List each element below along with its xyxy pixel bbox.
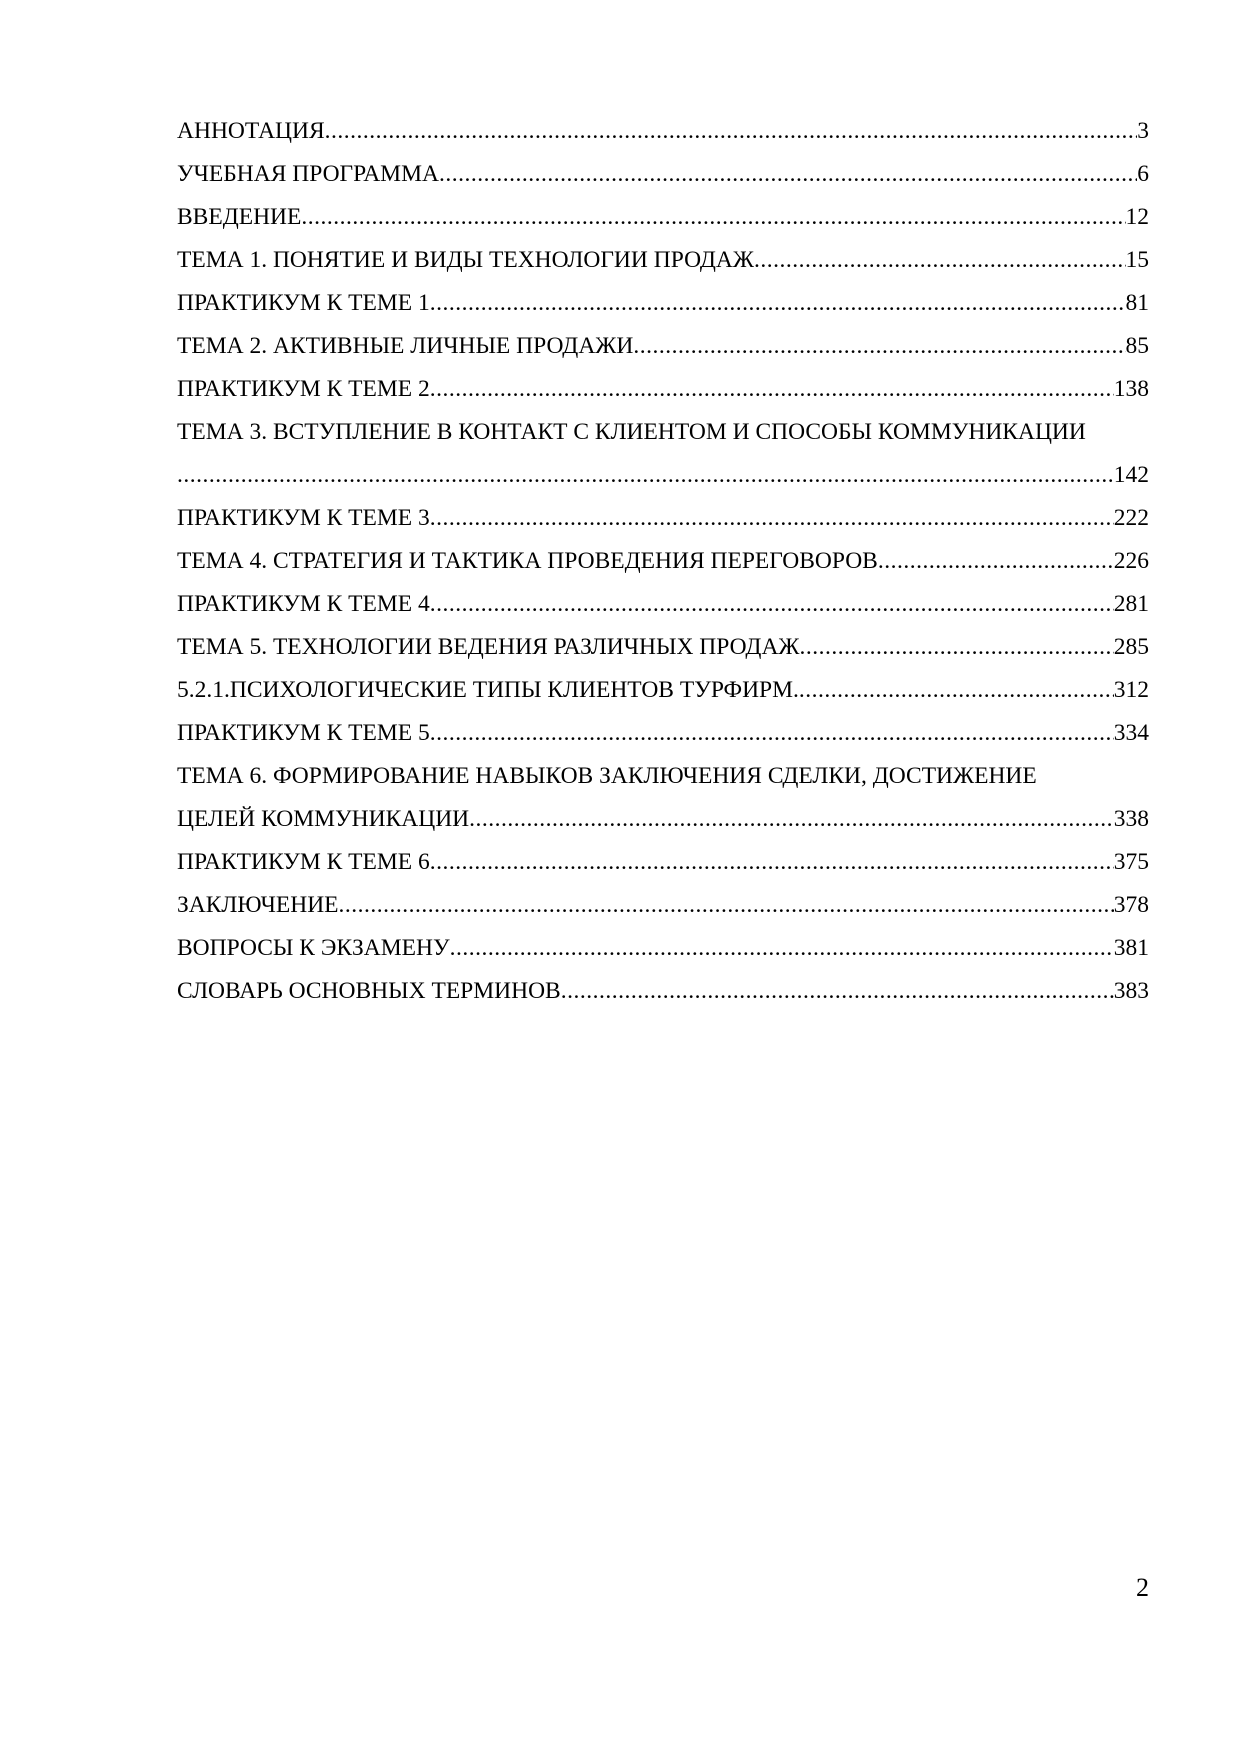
toc-entry-subsection-5-2-1[interactable] bbox=[177, 669, 1149, 712]
toc-dot-leader bbox=[439, 153, 1137, 196]
toc-entry-page: 138 bbox=[1113, 376, 1149, 402]
toc-entry-title: ЗАКЛЮЧЕНИЕ bbox=[177, 892, 339, 918]
toc-entry-title: СЛОВАРЬ ОСНОВНЫХ ТЕРМИНОВ bbox=[177, 978, 561, 1004]
toc-entry-page: 312 bbox=[1113, 677, 1149, 703]
toc-entry-title: АННОТАЦИЯ bbox=[177, 118, 325, 144]
toc-entry-page: 142 bbox=[1113, 462, 1149, 488]
toc-entry-topic-6-continuation[interactable] bbox=[177, 798, 1149, 841]
toc-dot-leader bbox=[430, 712, 1114, 755]
toc-entry-title: ТЕМА 2. АКТИВНЫЕ ЛИЧНЫЕ ПРОДАЖИ bbox=[177, 333, 634, 359]
toc-entry-page: 285 bbox=[1113, 634, 1149, 660]
toc-entry-practicum-3[interactable] bbox=[177, 497, 1149, 540]
toc-entry-page: 383 bbox=[1113, 978, 1149, 1004]
toc-entry-topic-6[interactable] bbox=[177, 755, 1149, 798]
toc-entry-title: ТЕМА 1. ПОНЯТИЕ И ВИДЫ ТЕХНОЛОГИИ ПРОДАЖ bbox=[177, 247, 754, 273]
toc-dot-leader bbox=[430, 841, 1114, 884]
toc-entry-practicum-1[interactable] bbox=[177, 282, 1149, 325]
toc-entry-introduction[interactable] bbox=[177, 196, 1149, 239]
toc-entry-title: ПРАКТИКУМ К ТЕМЕ 1 bbox=[177, 290, 430, 316]
toc-entry-page: 3 bbox=[1137, 118, 1149, 144]
toc-entry-page: 85 bbox=[1125, 333, 1149, 359]
toc-entry-title: УЧЕБНАЯ ПРОГРАММА bbox=[177, 161, 439, 187]
toc-entry-title: ПРАКТИКУМ К ТЕМЕ 2 bbox=[177, 376, 430, 402]
toc-entry-title: ВВЕДЕНИЕ bbox=[177, 204, 302, 230]
toc-entry-title: ВОПРОСЫ К ЭКЗАМЕНУ bbox=[177, 935, 450, 961]
toc-dot-leader bbox=[430, 497, 1114, 540]
toc-entry-exam-questions[interactable] bbox=[177, 927, 1149, 970]
toc-dot-leader bbox=[430, 583, 1114, 626]
toc-dot-leader bbox=[800, 626, 1114, 669]
toc-entry-title: ПРАКТИКУМ К ТЕМЕ 4 bbox=[177, 591, 430, 617]
toc-entry-title-line-1: ТЕМА 3. ВСТУПЛЕНИЕ В КОНТАКТ С КЛИЕНТОМ И СПОСОБЫ КОММУНИКАЦИИ bbox=[177, 419, 1086, 445]
toc-dot-leader bbox=[561, 970, 1114, 1013]
toc-entry-curriculum[interactable] bbox=[177, 153, 1149, 196]
toc-entry-page: 281 bbox=[1113, 591, 1149, 617]
toc-entry-title: ТЕМА 4. СТРАТЕГИЯ И ТАКТИКА ПРОВЕДЕНИЯ ПЕРЕГОВОРОВ bbox=[177, 548, 878, 574]
toc-entry-page: 222 bbox=[1113, 505, 1149, 531]
toc-entry-conclusion[interactable] bbox=[177, 884, 1149, 927]
toc-entry-page: 378 bbox=[1113, 892, 1149, 918]
toc-dot-leader bbox=[430, 282, 1126, 325]
toc-entry-page: 375 bbox=[1113, 849, 1149, 875]
toc-dot-leader bbox=[301, 196, 1125, 239]
toc-entry-annotation[interactable] bbox=[177, 110, 1149, 153]
toc-dot-leader bbox=[430, 368, 1114, 411]
toc-entry-practicum-4[interactable] bbox=[177, 583, 1149, 626]
toc-entry-page: 226 bbox=[1113, 548, 1149, 574]
toc-entry-title-line-2: ЦЕЛЕЙ КОММУНИКАЦИИ bbox=[177, 806, 470, 832]
toc-entry-topic-4[interactable] bbox=[177, 540, 1149, 583]
toc-entry-title: 5.2.1.ПСИХОЛОГИЧЕСКИЕ ТИПЫ КЛИЕНТОВ ТУРФИРМ. bbox=[177, 677, 799, 703]
toc-entry-page: 381 bbox=[1113, 935, 1149, 961]
toc-entry-practicum-6[interactable] bbox=[177, 841, 1149, 884]
table-of-contents bbox=[177, 110, 1149, 1013]
toc-dot-leader bbox=[325, 110, 1138, 153]
toc-entry-title: ПРАКТИКУМ К ТЕМЕ 3 bbox=[177, 505, 430, 531]
toc-dot-leader bbox=[339, 884, 1114, 927]
toc-dot-leader bbox=[799, 669, 1114, 712]
toc-entry-page: 81 bbox=[1125, 290, 1149, 316]
toc-dot-leader bbox=[754, 239, 1126, 282]
toc-entry-title-line-1: ТЕМА 6. ФОРМИРОВАНИЕ НАВЫКОВ ЗАКЛЮЧЕНИЯ СДЕЛКИ, ДОСТИЖЕНИЕ bbox=[177, 763, 1037, 789]
toc-dot-leader bbox=[177, 454, 1114, 497]
toc-entry-practicum-5[interactable] bbox=[177, 712, 1149, 755]
toc-dot-leader bbox=[450, 927, 1114, 970]
toc-entry-glossary[interactable] bbox=[177, 970, 1149, 1013]
toc-entry-topic-1[interactable] bbox=[177, 239, 1149, 282]
toc-entry-page: 15 bbox=[1125, 247, 1149, 273]
toc-entry-title: ТЕМА 5. ТЕХНОЛОГИИ ВЕДЕНИЯ РАЗЛИЧНЫХ ПРОДАЖ bbox=[177, 634, 800, 660]
toc-dot-leader bbox=[878, 540, 1114, 583]
toc-entry-title: ПРАКТИКУМ К ТЕМЕ 6 bbox=[177, 849, 430, 875]
toc-dot-leader bbox=[633, 325, 1125, 368]
toc-entry-topic-3-continuation[interactable] bbox=[177, 454, 1149, 497]
toc-entry-topic-5[interactable] bbox=[177, 626, 1149, 669]
toc-entry-topic-3[interactable] bbox=[177, 411, 1149, 454]
toc-entry-topic-2[interactable] bbox=[177, 325, 1149, 368]
page-number: 2 bbox=[1136, 1573, 1149, 1602]
toc-entry-practicum-2[interactable] bbox=[177, 368, 1149, 411]
toc-entry-page: 12 bbox=[1125, 204, 1149, 230]
toc-entry-page: 338 bbox=[1113, 806, 1149, 832]
toc-entry-title: ПРАКТИКУМ К ТЕМЕ 5 bbox=[177, 720, 430, 746]
toc-entry-page: 6 bbox=[1137, 161, 1149, 187]
toc-dot-leader bbox=[469, 798, 1114, 841]
toc-entry-page: 334 bbox=[1113, 720, 1149, 746]
